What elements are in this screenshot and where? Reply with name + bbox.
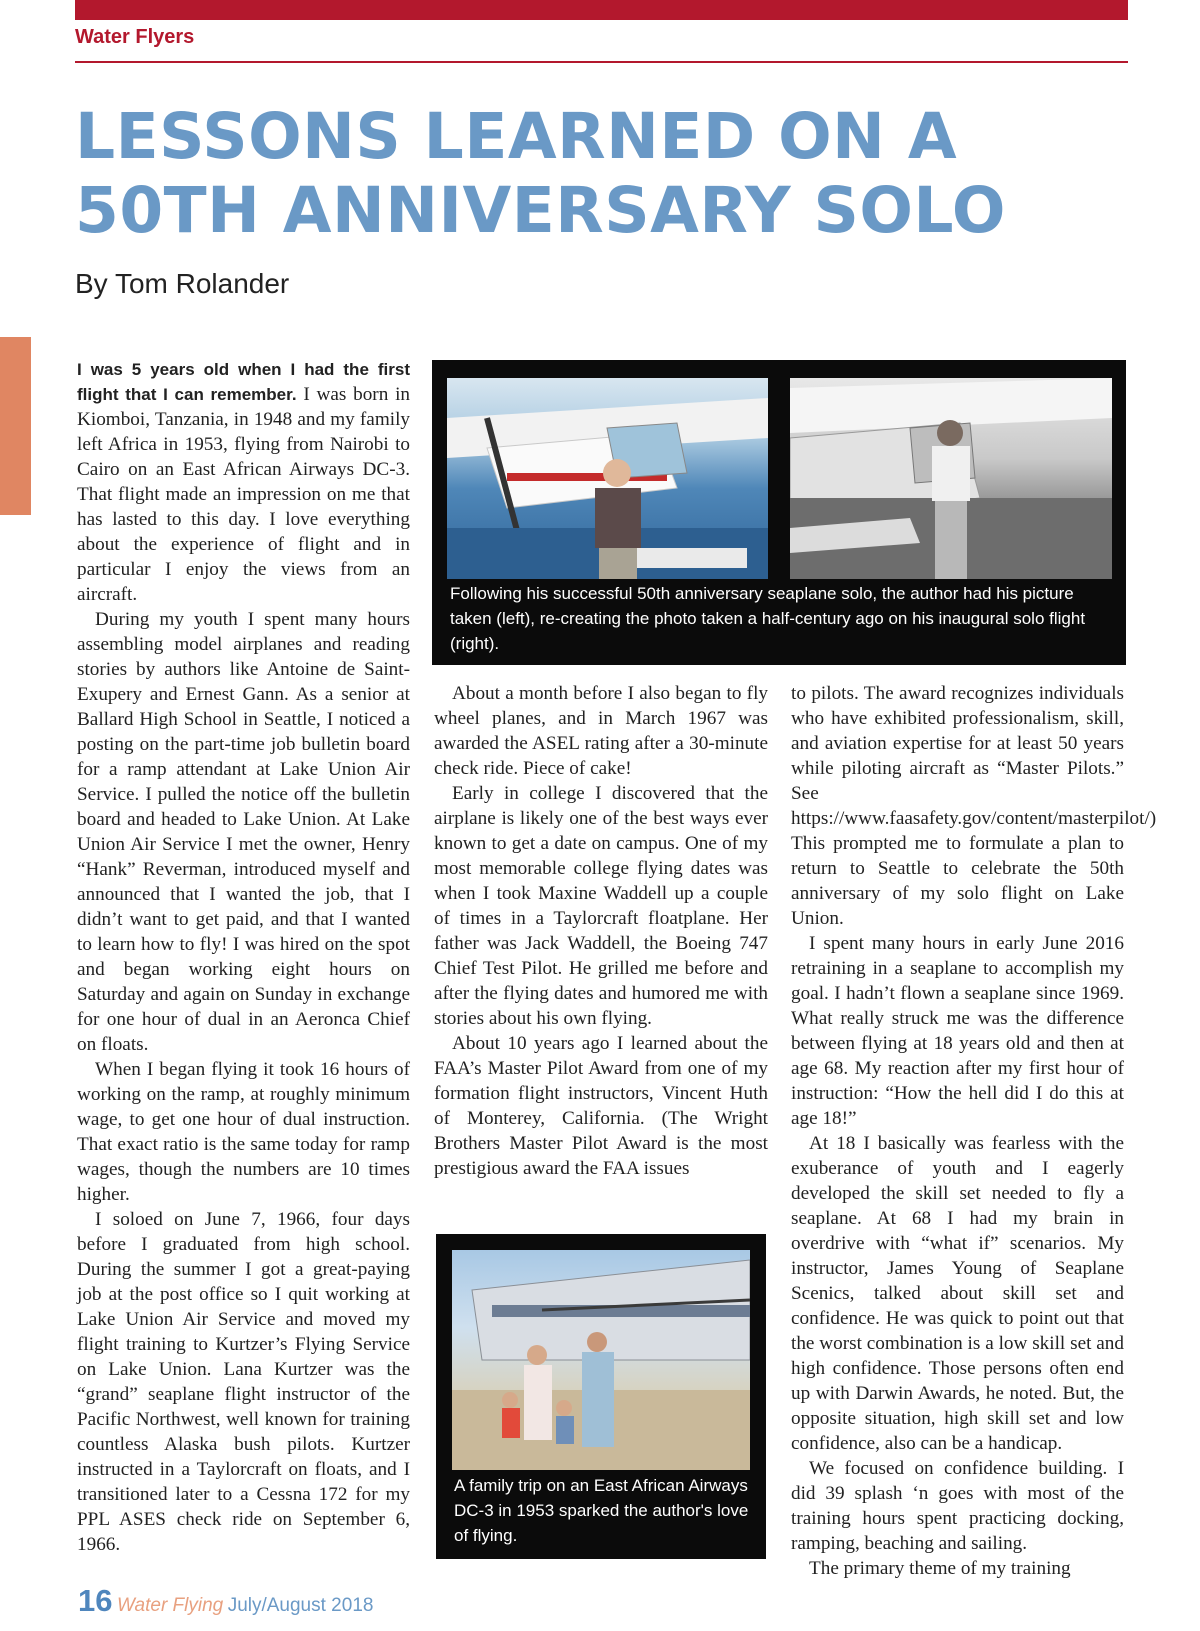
photo-caption-top: Following his successful 50th anniversary seaplane solo, the author had his picture taken (left), re-creating the photo taken a half-century ago on his inaugural solo flight (right).: [450, 584, 1086, 653]
article-paragraph: I soloed on June 7, 1966, four days before I graduated from high school. During the summer I got a great-paying job at the post office so I quit working at Lake Union Air Service and moved my flight training to Kurtzer’s Flying Service on Lake Union. Lana Kurtzer was the “grand” seaplane flight instructor of the Pacific Northwest, well known for training countless Alaska bush pilots. Kurtzer instructed in a Taylorcraft on floats, and I transitioned later to a Cessna 172 for my PPL ASES check ride on September 6, 1966.: [77, 1209, 410, 1555]
title-line-2: 50TH ANNIVERSARY SOLO: [75, 174, 1006, 247]
article-paragraph: Early in college I discovered that the airplane is likely one of the best ways ever known to get a date on campus. One of my most memorable college flying dates was when I took Maxine Waddell up a couple of times in a Taylorcraft floatplane. Her father was Jack Waddell, the Boeing 747 Chief Test Pilot. He grilled me before and after the flying dates and humored me with stories about his own flying.: [434, 783, 768, 1029]
article-title: [75, 100, 1006, 248]
photo-family-dc3: [452, 1250, 750, 1470]
section-label: Water Flyers: [75, 26, 195, 48]
article-paragraph: to pilots. The award recognizes individuals who have exhibited professionalism, skill, and aviation expertise for at least 50 years while piloting aircraft as “Master Pilots.” See https://www.faasafety.gov/content/masterpilot/) This prompted me to formulate a plan to return to Seattle to celebrate the 50th anniversary of my solo flight on Lake Union.: [791, 683, 1157, 929]
article-paragraph: We focused on confidence building. I did 39 splash ‘n goes with most of the training hours spent practicing docking, ramping, beaching and sailing.: [791, 1458, 1124, 1554]
seaplane-photo-right: [790, 378, 1112, 579]
page-number: 16: [78, 1583, 113, 1618]
article-paragraph: When I began flying it took 16 hours of working on the ramp, at roughly minimum wage, to get one hour of dual instruction. That exact ratio is the same today for ramp wages, though the numbers are 10 times higher.: [77, 1059, 410, 1205]
article-column-1: [77, 357, 410, 1557]
magazine-name: Water Flying: [116, 1595, 224, 1616]
photo-figure-bottom: [436, 1234, 766, 1559]
title-line-1: LESSONS LEARNED ON A: [75, 100, 958, 173]
article-paragraph: I spent many hours in early June 2016 retraining in a seaplane to accomplish my goal. I hadn’t flown a seaplane since 1969. What really struck me was the difference between flying at 18 years old and then at age 68. My reaction after my first hour of instruction: “How the hell did I do this at age 18!”: [791, 933, 1124, 1129]
article-paragraph: During my youth I spent many hours assembling model airplanes and reading stories by authors like Antoine de Saint-Exupery and Ernest Gann. As a senior at Ballard High School in Seattle, I noticed a posting on the part-time job bulletin board for a ramp attendant at Lake Union Air Service. I pulled the notice off the bulletin board and headed to Lake Union. At Lake Union Air Service I met the owner, Henry “Hank” Reverman, introduced myself and announced that I wanted the job, that I didn’t want to get paid, and that I wanted to learn how to fly! I was hired on the spot and began working eight hours on Saturday and again on Sunday in exchange for one hour of dual in an Aeronca Chief on floats.: [77, 609, 410, 1055]
byline: By Tom Rolander: [75, 268, 290, 299]
photo-figure-top: [432, 360, 1126, 665]
article-column-2: [434, 681, 768, 1181]
article-paragraph: About a month before I also began to fly wheel planes, and in March 1967 was awarded the ASEL rating after a 30-minute check ride. Piece of cake!: [434, 683, 768, 779]
seaplane-photo-left: [447, 378, 768, 579]
family-dc3-photo: [452, 1250, 750, 1470]
lead-in-text: I was 5 years old when I had the first flight that I can remember.: [77, 360, 410, 404]
paragraph-text: I was born in Kiomboi, Tanzania, in 1948 and my family left Africa in 1953, flying from Nairobi to Cairo on an East African Airways DC-3. That flight made an impression on me that has lasted to this day. I love everything about the experience of flight and in particular I enjoy the views from an aircraft.: [77, 384, 410, 605]
section-divider: [75, 61, 1128, 63]
issue-date: July/August 2018: [227, 1595, 374, 1616]
article-paragraph: At 18 I basically was fearless with the exuberance of youth and I eagerly developed the skill set needed to fly a seaplane. At 68 I had my brain in overdrive with “what if” scenarios. My instructor, James Young of Seaplane Scenics, talked about skill set and confidence. He was quick to point out that the worst combination is a low skill set and high confidence. Those persons often end up with Darwin Awards, he noted. But, the opposite situation, high skill set and low confidence, also can be a handicap.: [791, 1133, 1124, 1454]
header-color-bar: [75, 0, 1128, 20]
photo-author-2016: [447, 378, 768, 579]
article-paragraph: The primary theme of my training: [809, 1558, 1071, 1579]
side-accent-tab: [0, 337, 31, 515]
article-paragraph: [77, 357, 410, 607]
article-column-3: [791, 681, 1157, 1581]
photo-author-1966: [790, 378, 1112, 579]
article-paragraph: About 10 years ago I learned about the FAA’s Master Pilot Award from one of my formation flight instructors, Vincent Huth of Monterey, California. (The Wright Brothers Master Pilot Award is the most prestigious award the FAA issues: [434, 1033, 768, 1179]
photo-caption-bottom: A family trip on an East African Airways DC-3 in 1953 sparked the author's love of flying.: [454, 1476, 749, 1545]
page-footer: [78, 1583, 373, 1619]
